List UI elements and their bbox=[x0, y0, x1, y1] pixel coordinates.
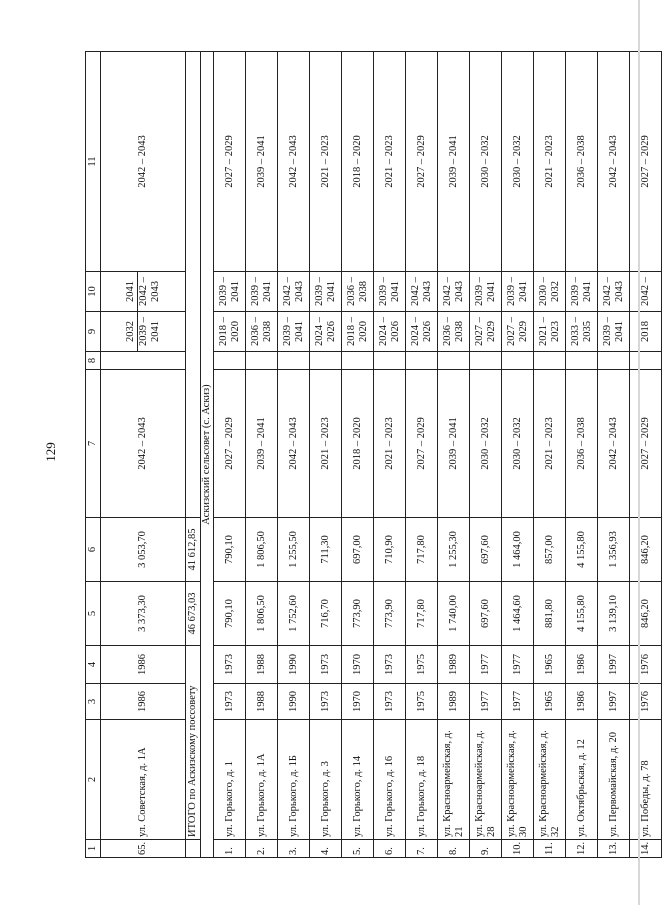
year-cell: 1986 bbox=[566, 684, 598, 720]
value-cell: 1 752,60 bbox=[278, 582, 310, 646]
header-row bbox=[86, 52, 101, 858]
year-cell: 1965 bbox=[534, 684, 566, 720]
section-row bbox=[201, 52, 214, 858]
value-cell: 717,80 bbox=[406, 518, 438, 582]
value-cell: 1 255,50 bbox=[278, 518, 310, 582]
value-cell: 881,80 bbox=[534, 582, 566, 646]
empty-cell bbox=[342, 352, 374, 370]
value-cell: 857,00 bbox=[534, 518, 566, 582]
table-row bbox=[438, 52, 470, 858]
header-cell: 1 bbox=[86, 840, 101, 858]
row-number: 4. bbox=[310, 840, 342, 858]
table-row bbox=[598, 52, 630, 858]
value-cell: 4 155,80 bbox=[566, 582, 598, 646]
period-cell: 2024 – 2026 bbox=[374, 312, 406, 352]
value-cell: 3 373,30 bbox=[101, 582, 186, 646]
period-cell: 2024 – 2026 bbox=[310, 312, 342, 352]
period-cell: 2027 – 2029 bbox=[214, 370, 246, 518]
address-cell: ул. Горького, д. 1 bbox=[214, 720, 246, 840]
value-cell: 3 139,10 bbox=[598, 582, 630, 646]
empty-cell bbox=[470, 352, 502, 370]
value-cell: 697,00 bbox=[342, 518, 374, 582]
year-cell: 1976 bbox=[630, 646, 662, 684]
year-cell: 1970 bbox=[342, 646, 374, 684]
year-cell: 1989 bbox=[438, 684, 470, 720]
row-number: 10. bbox=[502, 840, 534, 858]
empty-cell bbox=[214, 352, 246, 370]
value-cell: 4 155,80 bbox=[566, 518, 598, 582]
address-cell: ул. Горького, д. 1Б bbox=[278, 720, 310, 840]
period-cell: 2036 – 2038 bbox=[438, 312, 470, 352]
row-number: 65. bbox=[101, 840, 186, 858]
year-cell: 1973 bbox=[214, 684, 246, 720]
register-table bbox=[85, 51, 662, 858]
address-cell: ул. Горького, д. 3 bbox=[310, 720, 342, 840]
address-cell: ул. Советская, д. 1А bbox=[101, 720, 186, 840]
period-cell: 2036 – 2038 bbox=[342, 272, 374, 312]
period-cell: 2018 – 2020 bbox=[342, 312, 374, 352]
value-cell: 710,90 bbox=[374, 518, 406, 582]
address-cell: ул. Красноармейская, д. 28 bbox=[470, 720, 502, 840]
row-number: 6. bbox=[374, 840, 406, 858]
section-title: Аскизский сельсовет (с. Аскиз) bbox=[201, 52, 214, 858]
empty-cell bbox=[101, 352, 186, 370]
empty-cell bbox=[502, 352, 534, 370]
row-number: 8. bbox=[438, 840, 470, 858]
period-cell: 2039 – 2041 bbox=[374, 272, 406, 312]
value-cell: 790,10 bbox=[214, 518, 246, 582]
period-cell: 2030 – 2032 bbox=[502, 52, 534, 272]
year-cell: 1986 bbox=[101, 684, 186, 720]
address-cell: ул. Красноармейская, д. 32 bbox=[534, 720, 566, 840]
period-cell: 2036 – 2038 bbox=[566, 370, 598, 518]
period-cell: 2039 – 2041 bbox=[438, 52, 470, 272]
period-cell: 2039 – 2041 bbox=[502, 272, 534, 312]
value-cell: 711,30 bbox=[310, 518, 342, 582]
year-cell: 1997 bbox=[598, 684, 630, 720]
value-cell: 697,60 bbox=[470, 518, 502, 582]
period-cell: 2018 – 2020 bbox=[342, 52, 374, 272]
period-cell: 2036 – 2038 bbox=[566, 52, 598, 272]
address-cell: ул. Горького, д. 18 bbox=[406, 720, 438, 840]
table-row bbox=[214, 52, 246, 858]
table-row bbox=[278, 52, 310, 858]
period-cell: 2027 – 2029 bbox=[214, 52, 246, 272]
value-cell: 846,20 bbox=[630, 518, 662, 582]
period-cell: 2027 – 2029 bbox=[406, 52, 438, 272]
period-cell: 2027 – 2029 bbox=[630, 370, 662, 518]
period-cell: 2042 – 2043 bbox=[101, 370, 186, 518]
address-cell: ул. Первомайская, д. 20 bbox=[598, 720, 630, 840]
period-cell: 2027 – 2029 bbox=[502, 312, 534, 352]
value-cell: 1 255,30 bbox=[438, 518, 470, 582]
empty-cell bbox=[246, 352, 278, 370]
header-cell: 7 bbox=[86, 370, 101, 518]
value-cell: 1 740,00 bbox=[438, 582, 470, 646]
year-cell: 1973 bbox=[374, 646, 406, 684]
period-cell: 2042 – 2043 bbox=[406, 272, 438, 312]
year-cell: 1976 bbox=[630, 684, 662, 720]
row-number: 13. bbox=[598, 840, 630, 858]
period-cell: 2021 – 2023 bbox=[310, 370, 342, 518]
header-cell: 3 bbox=[86, 684, 101, 720]
year-cell: 1973 bbox=[310, 684, 342, 720]
empty-cell bbox=[374, 352, 406, 370]
row-number: 5. bbox=[342, 840, 374, 858]
row-number: 7. bbox=[406, 840, 438, 858]
period-cell: 2018 – 2020 bbox=[214, 312, 246, 352]
empty-cell bbox=[598, 352, 630, 370]
rotated-table-wrapper bbox=[85, 52, 651, 858]
empty-cell bbox=[406, 352, 438, 370]
address-cell: ул. Горького, д. 16 bbox=[374, 720, 406, 840]
period-cell: 2039 – 2041 bbox=[438, 370, 470, 518]
value-cell: 1 464,60 bbox=[502, 582, 534, 646]
total-row bbox=[186, 52, 201, 858]
total-value: 46 673,03 bbox=[186, 582, 201, 646]
period-cell: 2030 – 2032 bbox=[470, 370, 502, 518]
value-cell: 1 806,50 bbox=[246, 582, 278, 646]
header-cell: 5 bbox=[86, 582, 101, 646]
address-cell: ул. Красноармейская, д. 21 bbox=[438, 720, 470, 840]
value-cell: 717,80 bbox=[406, 582, 438, 646]
period-cell: 2024 – 2026 bbox=[406, 312, 438, 352]
period-cell: 2030 – 2032 bbox=[502, 370, 534, 518]
period-cell: 2039 – 2041 bbox=[310, 272, 342, 312]
period-cell: 2042 – bbox=[630, 272, 662, 312]
header-cell: 11 bbox=[86, 52, 101, 272]
address-cell: ул. Горького, д. 1А bbox=[246, 720, 278, 840]
header-cell: 4 bbox=[86, 646, 101, 684]
period-cell: 2042 – 2043 bbox=[278, 272, 310, 312]
period-cell: 2033 – 2035 bbox=[566, 312, 598, 352]
header-cell: 6 bbox=[86, 518, 101, 582]
year-cell: 1990 bbox=[278, 646, 310, 684]
table-row bbox=[310, 52, 342, 858]
period-cell: 2042 – 2043 bbox=[101, 52, 186, 272]
table-row bbox=[470, 52, 502, 858]
year-cell: 1977 bbox=[502, 684, 534, 720]
table-row bbox=[630, 52, 662, 858]
empty-cell bbox=[310, 352, 342, 370]
period-cell: 2039 – 2041 bbox=[598, 312, 630, 352]
value-cell: 1 464,00 bbox=[502, 518, 534, 582]
year-cell: 1997 bbox=[598, 646, 630, 684]
table-row bbox=[566, 52, 598, 858]
header-cell: 8 bbox=[86, 352, 101, 370]
period-cell: 2039 – 2041 bbox=[566, 272, 598, 312]
row-number: 1. bbox=[214, 840, 246, 858]
year-cell: 1988 bbox=[246, 684, 278, 720]
year-cell: 1989 bbox=[438, 646, 470, 684]
row-number: 3. bbox=[278, 840, 310, 858]
row-number: 12. bbox=[566, 840, 598, 858]
year-cell: 1973 bbox=[310, 646, 342, 684]
value-cell: 1 806,50 bbox=[246, 518, 278, 582]
period-cell: 2039 – 2041 bbox=[214, 272, 246, 312]
period-cell: 2039 – 2041 bbox=[246, 52, 278, 272]
value-cell: 1 356,93 bbox=[598, 518, 630, 582]
year-cell: 1970 bbox=[342, 684, 374, 720]
period-cell: 2039 – 2041 bbox=[246, 272, 278, 312]
period-cell: 2032 2039 – 2041 bbox=[101, 312, 186, 352]
year-cell: 1975 bbox=[406, 684, 438, 720]
empty-cell bbox=[278, 352, 310, 370]
value-cell: 773,90 bbox=[374, 582, 406, 646]
period-cell: 2030 – 2032 bbox=[470, 52, 502, 272]
period-cell: 2027 – 2029 bbox=[630, 52, 662, 272]
table-row bbox=[406, 52, 438, 858]
empty-cell bbox=[566, 352, 598, 370]
row-number: 11. bbox=[534, 840, 566, 858]
header-cell: 9 bbox=[86, 312, 101, 352]
period-cell: 2039 – 2041 bbox=[278, 312, 310, 352]
period-cell: 2021 – 2023 bbox=[374, 370, 406, 518]
row-number: 14. bbox=[630, 840, 662, 858]
year-cell: 1965 bbox=[534, 646, 566, 684]
value-cell: 790,10 bbox=[214, 582, 246, 646]
period-cell: 2021 – 2023 bbox=[310, 52, 342, 272]
address-cell: ул. Красноармейская, д. 30 bbox=[502, 720, 534, 840]
year-cell: 1990 bbox=[278, 684, 310, 720]
table-row bbox=[534, 52, 566, 858]
period-cell: 2021 – 2023 bbox=[374, 52, 406, 272]
page-number: 129 bbox=[43, 442, 58, 462]
empty-cell bbox=[438, 352, 470, 370]
period-cell: 2030 – 2032 bbox=[534, 272, 566, 312]
row-number: 9. bbox=[470, 840, 502, 858]
period-cell: 2039 – 2041 bbox=[246, 370, 278, 518]
total-label: ИТОГО по Аскизскому поссовету bbox=[186, 646, 201, 840]
empty-cell bbox=[534, 352, 566, 370]
period-cell: 2041 2042 – 2043 bbox=[101, 272, 186, 312]
year-cell: 1977 bbox=[470, 684, 502, 720]
table-body bbox=[86, 52, 662, 858]
period-cell: 2027 – 2029 bbox=[470, 312, 502, 352]
empty-cell bbox=[630, 352, 662, 370]
header-cell: 10 bbox=[86, 272, 101, 312]
period-cell: 2042 – 2043 bbox=[438, 272, 470, 312]
value-cell: 3 053,70 bbox=[101, 518, 186, 582]
period-cell: 2042 – 2043 bbox=[598, 52, 630, 272]
value-cell: 697,60 bbox=[470, 582, 502, 646]
period-cell: 2018 bbox=[630, 312, 662, 352]
period-cell: 2021 – 2023 bbox=[534, 52, 566, 272]
address-cell: ул. Октябрьская, д. 12 bbox=[566, 720, 598, 840]
year-cell: 1975 bbox=[406, 646, 438, 684]
address-cell: ул. Горького, д. 14 bbox=[342, 720, 374, 840]
table-row bbox=[246, 52, 278, 858]
total-value: 41 612,85 bbox=[186, 518, 201, 582]
header-cell: 2 bbox=[86, 720, 101, 840]
period-cell: 2021 – 2023 bbox=[534, 370, 566, 518]
year-cell: 1986 bbox=[566, 646, 598, 684]
year-cell: 1973 bbox=[214, 646, 246, 684]
value-cell: 716,70 bbox=[310, 582, 342, 646]
year-cell: 1986 bbox=[101, 646, 186, 684]
period-cell: 2018 – 2020 bbox=[342, 370, 374, 518]
address-cell: ул. Победы, д. 78 bbox=[630, 720, 662, 840]
table-row bbox=[342, 52, 374, 858]
period-cell: 2027 – 2029 bbox=[406, 370, 438, 518]
year-cell: 1977 bbox=[470, 646, 502, 684]
period-cell: 2042 – 2043 bbox=[598, 370, 630, 518]
table-row bbox=[502, 52, 534, 858]
period-cell: 2042 – 2043 bbox=[278, 52, 310, 272]
year-cell: 1977 bbox=[502, 646, 534, 684]
year-cell: 1988 bbox=[246, 646, 278, 684]
period-cell: 2021 – 2023 bbox=[534, 312, 566, 352]
period-cell: 2042 – 2043 bbox=[278, 370, 310, 518]
value-cell: 773,90 bbox=[342, 582, 374, 646]
row-number: 2. bbox=[246, 840, 278, 858]
page-edge bbox=[638, 0, 640, 905]
period-cell: 2042 – 2043 bbox=[598, 272, 630, 312]
period-cell: 2036 – 2038 bbox=[246, 312, 278, 352]
value-cell: 846,20 bbox=[630, 582, 662, 646]
year-cell: 1973 bbox=[374, 684, 406, 720]
period-cell: 2039 – 2041 bbox=[470, 272, 502, 312]
table-row bbox=[374, 52, 406, 858]
table-row bbox=[101, 52, 186, 858]
